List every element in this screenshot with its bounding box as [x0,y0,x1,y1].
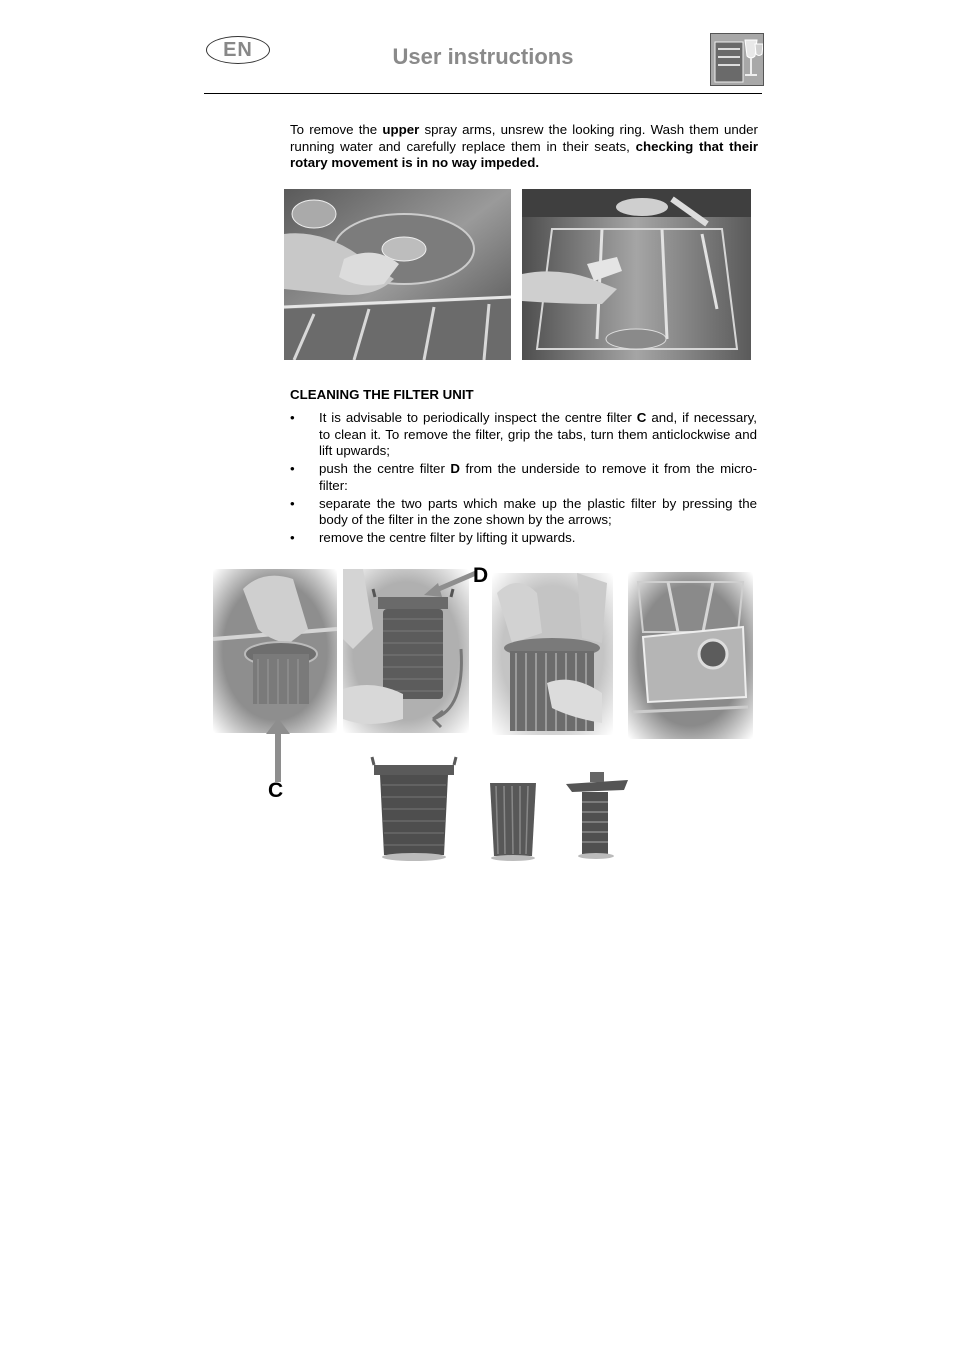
list-item [290,461,757,494]
list-item-text: push the centre filter [319,461,451,476]
header-divider [204,93,762,94]
photo-upper-spray-arm-removal [284,189,511,360]
list-item [290,496,757,529]
arrow-d-pointer [420,563,480,603]
label-d: D [473,564,489,587]
instruction-list [290,410,757,548]
list-item-text: remove the centre filter by lifting it upwards. [319,530,576,545]
list-item-bold: C [636,410,647,425]
list-item-text: from the underside to remove it from the micro-filter: [319,461,758,493]
dishwasher-glasses-icon [710,33,764,86]
list-item-bold: D [450,461,460,476]
list-item-text: separate the two parts which make up the plastic filter by pressing the body of the filter in the zone shown by the arrows; [319,495,757,527]
photo-centre-filter [562,770,636,864]
page-title: User instructions [392,44,574,69]
intro-paragraph [290,122,758,172]
photo-filter-cup [370,755,462,867]
photo-micro-filter [484,778,548,866]
intro-bold: upper [382,122,420,137]
language-badge: EN [206,36,270,64]
list-item-text: It is advisable to periodically inspect the centre filter [319,410,637,425]
intro-bold-warning: checking that their rotary movement is in no way impeded. [290,138,758,170]
intro-text: spray arms, unsrew the looking ring. Wash them under running water and carefully replace them in their seats, [290,122,758,154]
section-heading: CLEANING THE FILTER UNIT [290,387,474,402]
intro-text: To remove the [290,122,383,137]
photo-spray-arm-replacement [522,189,751,360]
list-item-text: and, if necessary, to clean it. To remove the filter, grip the tabs, turn them anticlockwise and lift upwards; [319,410,757,458]
photo-micro-filter-tub [628,572,753,739]
list-item [290,530,757,547]
list-item [290,410,757,460]
photo-separate-filter [492,573,613,735]
arrow-c-pointer [266,718,290,782]
photo-grip-filter [213,569,337,733]
label-c: C [268,779,284,802]
